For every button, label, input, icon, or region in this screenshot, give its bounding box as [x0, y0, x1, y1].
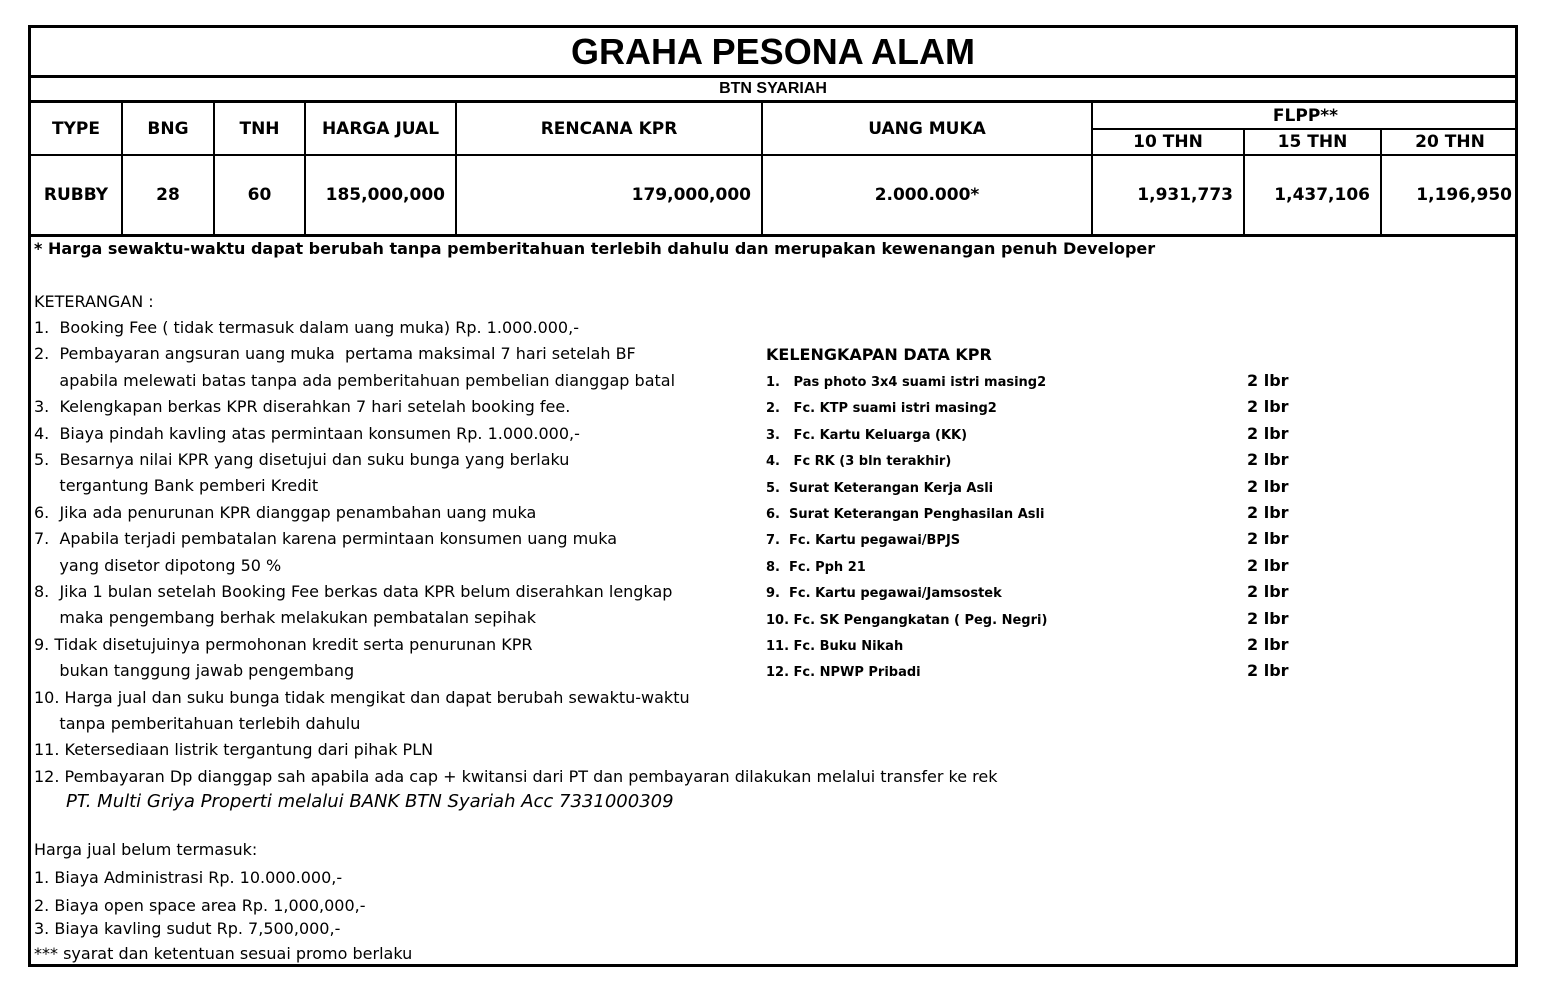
kelengkapan-item-qty: 2 lbr: [1247, 371, 1289, 390]
keterangan-line: 7. Apabila terjadi pembatalan karena permintaan konsumen uang muka: [34, 529, 618, 549]
keterangan-line: 3. Kelengkapan berkas KPR diserahkan 7 hari setelah booking fee.: [34, 397, 571, 417]
kelengkapan-item-label: 6. Surat Keterangan Penghasilan Asli: [766, 507, 1045, 522]
cell-harga-jual: 185,000,000: [325, 185, 445, 205]
header-15-thn: 15 THN: [1277, 132, 1348, 152]
keterangan-line: 11. Ketersediaan listrik tergantung dari pihak PLN: [34, 740, 434, 760]
keterangan-line: tanpa pemberitahuan terlebih dahulu: [34, 714, 361, 733]
kelengkapan-item-label: 4. Fc RK (3 bln terakhir): [766, 454, 952, 470]
kelengkapan-item-label: 12. Fc. NPWP Pribadi: [766, 665, 921, 681]
harga-belum-heading: Harga jual belum termasuk:: [34, 840, 258, 859]
header-tnh: TNH: [239, 118, 280, 139]
harga-belum-line: 1. Biaya Administrasi Rp. 10.000.000,-: [34, 868, 343, 887]
keterangan-line: yang disetor dipotong 50 %: [34, 555, 282, 575]
keterangan-line: apabila melewati batas tanpa ada pemberitahuan pembelian dianggap batal: [34, 370, 676, 390]
header-bng: BNG: [147, 118, 189, 139]
cell-10-thn: 1,931,773: [1137, 185, 1233, 205]
cell-15-thn: 1,437,106: [1274, 185, 1370, 205]
harga-belum-line: *** syarat dan ketentuan sesuai promo berlaku: [34, 944, 413, 963]
cell-bng: 28: [156, 185, 180, 205]
kelengkapan-item-label: 2. Fc. KTP suami istri masing2: [766, 401, 997, 417]
kelengkapan-item-qty: 2 lbr: [1247, 476, 1289, 496]
keterangan-line: tergantung Bank pemberi Kredit: [34, 476, 319, 496]
cell-20-thn: 1,196,950: [1416, 185, 1512, 205]
cell-tnh: 60: [247, 185, 272, 205]
header-type: TYPE: [52, 118, 100, 139]
keterangan-line: 1. Booking Fee ( tidak termasuk dalam uang muka) Rp. 1.000.000,-: [34, 318, 579, 337]
header-20-thn: 20 THN: [1415, 132, 1485, 152]
keterangan-line: 12. Pembayaran Dp dianggap sah apabila ada cap + kwitansi dari PT dan pembayaran dilakukan melalui transfer ke rek: [34, 766, 998, 786]
keterangan-line: 2. Pembayaran angsuran uang muka pertama maksimal 7 hari setelah BF: [34, 344, 636, 364]
kelengkapan-item-qty: 2 lbr: [1247, 608, 1289, 628]
kelengkapan-heading: KELENGKAPAN DATA KPR: [766, 345, 992, 364]
keterangan-line: 6. Jika ada penurunan KPR dianggap penambahan uang muka: [34, 502, 537, 522]
kelengkapan-item-label: 11. Fc. Buku Nikah: [766, 639, 904, 654]
keterangan-line: 9. Tidak disetujuinya permohonan kredit serta penurunan KPR: [34, 634, 533, 654]
cell-uang-muka: 2.000.000*: [874, 185, 980, 205]
harga-belum-line: 3. Biaya kavling sudut Rp. 7,500,000,-: [34, 919, 341, 938]
bank-account: PT. Multi Griya Properti melalui BANK BTN Syariah Acc 7331000309: [66, 791, 674, 812]
keterangan-line: 5. Besarnya nilai KPR yang disetujui dan suku bunga yang berlaku: [34, 450, 570, 469]
kelengkapan-item-qty: 2 lbr: [1247, 529, 1289, 549]
kelengkapan-item-qty: 2 lbr: [1247, 397, 1289, 417]
header-harga-jual: HARGA JUAL: [321, 118, 440, 139]
divider: [31, 234, 1515, 237]
price-sheet: [28, 25, 1518, 967]
harga-belum-line: 2. Biaya open space area Rp. 1,000,000,-: [34, 896, 366, 915]
cell-type: RUBBY: [43, 185, 109, 205]
header-10-thn: 10 THN: [1133, 132, 1203, 152]
kelengkapan-item-label: 10. Fc. SK Pengangkatan ( Peg. Negri): [766, 612, 1048, 628]
kelengkapan-item-qty: 2 lbr: [1247, 503, 1289, 522]
kelengkapan-item-qty: 2 lbr: [1247, 555, 1289, 575]
kelengkapan-item-label: 3. Fc. Kartu Keluarga (KK): [766, 427, 968, 443]
keterangan-line: 4. Biaya pindah kavling atas permintaan konsumen Rp. 1.000.000,-: [34, 423, 580, 443]
page-subtitle: BTN SYARIAH: [719, 80, 827, 97]
keterangan-line: 10. Harga jual dan suku bunga tidak mengikat dan dapat berubah sewaktu-waktu: [34, 687, 690, 707]
kelengkapan-item-qty: 2 lbr: [1247, 635, 1289, 654]
keterangan-line: bukan tanggung jawab pengembang: [34, 661, 355, 681]
page-title: GRAHA PESONA ALAM: [571, 31, 975, 72]
kelengkapan-item-qty: 2 lbr: [1247, 661, 1289, 681]
header-rencana-kpr: RENCANA KPR: [540, 118, 678, 139]
header-uang-muka: UANG MUKA: [868, 118, 986, 139]
keterangan-line: 8. Jika 1 bulan setelah Booking Fee berkas data KPR belum diserahkan lengkap: [34, 582, 673, 601]
kelengkapan-item-label: 9. Fc. Kartu pegawai/Jamsostek: [766, 586, 1002, 602]
keterangan-heading: KETERANGAN :: [34, 292, 154, 311]
kelengkapan-item-label: 8. Fc. Pph 21: [766, 559, 866, 575]
keterangan-line: maka pengembang berhak melakukan pembatalan sepihak: [34, 608, 537, 628]
kelengkapan-item-qty: 2 lbr: [1247, 450, 1289, 470]
header-flpp: FLPP**: [1272, 105, 1339, 126]
kelengkapan-item-label: 7. Fc. Kartu pegawai/BPJS: [766, 533, 961, 549]
price-note: * Harga sewaktu-waktu dapat berubah tanpa pemberitahuan terlebih dahulu dan merupakan kewenangan penuh Developer: [34, 239, 1156, 258]
kelengkapan-item-label: 1. Pas photo 3x4 suami istri masing2: [766, 375, 1047, 390]
kelengkapan-item-qty: 2 lbr: [1247, 582, 1289, 602]
kelengkapan-item-qty: 2 lbr: [1247, 423, 1289, 443]
kelengkapan-item-label: 5. Surat Keterangan Kerja Asli: [766, 480, 994, 496]
cell-rencana-kpr: 179,000,000: [631, 185, 751, 205]
